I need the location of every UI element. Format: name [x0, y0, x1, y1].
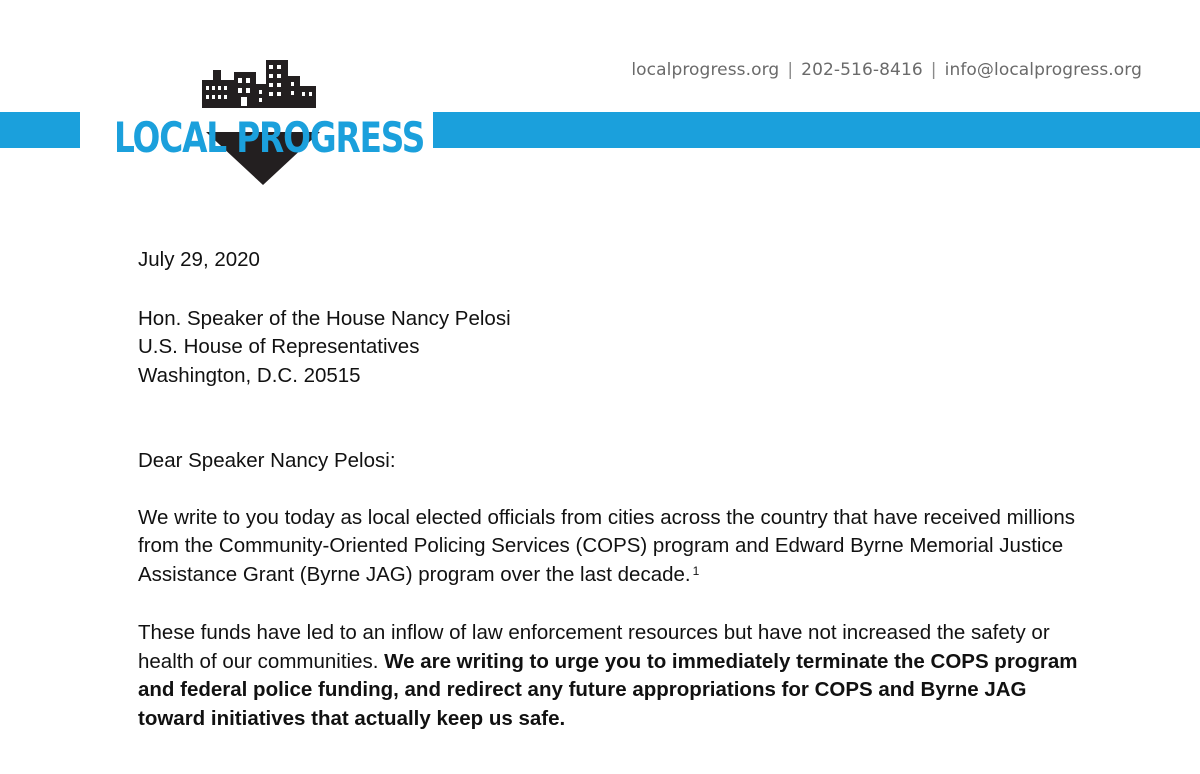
recipient-line: Hon. Speaker of the House Nancy Pelosi [138, 306, 511, 330]
recipient-line: Washington, D.C. 20515 [138, 363, 361, 387]
paragraph-text: We write to you today as local elected officials from cities across the country that have received millions from the Community-Oriented Policing Services (COPS) program and Edward Byrne Memorial Justice Assistance Grant (Byrne JAG) program over the last decade. [138, 505, 1075, 586]
paragraph [138, 504, 1098, 592]
letter-date: July 29, 2020 [138, 248, 260, 271]
paragraph-bold-text: We are writing to urge you to immediately terminate the COPS program and federal police funding, and redirect any future appropriations for COPS and Byrne JAG toward initiatives that actually keep us safe. [138, 649, 1078, 730]
recipient-address [138, 305, 1098, 391]
separator: | [787, 60, 794, 80]
header-bar-right [433, 112, 1200, 148]
logo-wordmark: LOCAL PROGRESS [114, 113, 425, 162]
contact-info [631, 60, 1142, 80]
letter-body [138, 246, 1098, 733]
paragraph [138, 619, 1098, 733]
salutation: Dear Speaker Nancy Pelosi: [138, 449, 396, 472]
phone-number[interactable]: 202-516-8416 [801, 60, 923, 80]
footnote-marker[interactable]: 1 [692, 563, 700, 578]
website-link[interactable]: localprogress.org [631, 60, 780, 80]
local-progress-logo [108, 56, 425, 188]
header-bar-left [0, 112, 80, 148]
email-link[interactable]: info@localprogress.org [944, 60, 1142, 80]
paragraph-text: These funds have led to an inflow of law enforcement resources but have not increased the safety or health of our communities. [138, 621, 1050, 673]
recipient-line: U.S. House of Representatives [138, 335, 420, 358]
separator: | [930, 60, 937, 80]
